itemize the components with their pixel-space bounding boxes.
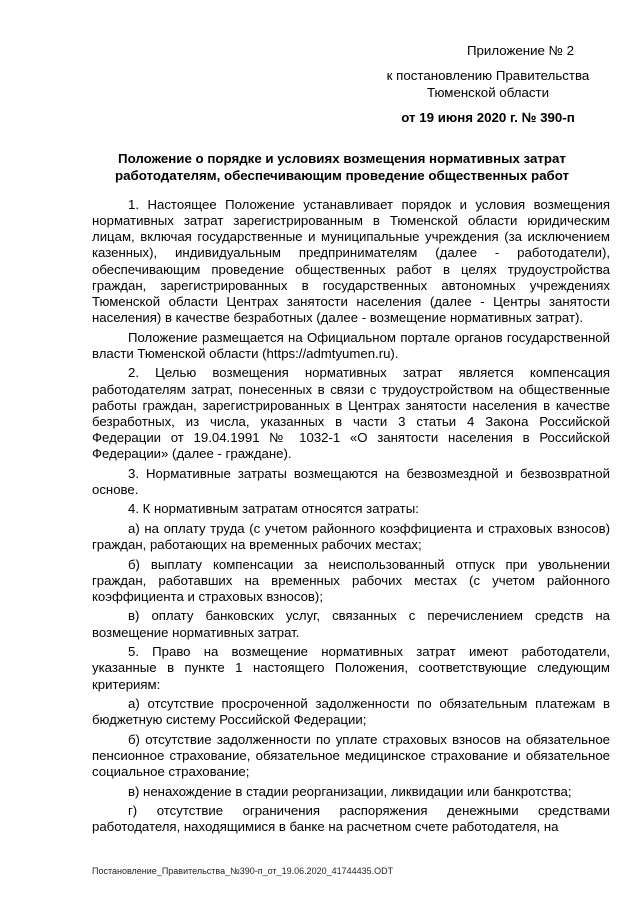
appendix-line-2: Тюменской области xyxy=(426,85,550,100)
paragraph-3: 3. Нормативные затраты возмещаются на безвозмездной и безвозвратной основе. xyxy=(92,465,610,497)
document-footer: Постановление_Правительства_№390-п_от_19.06.2020_41744435.ODT xyxy=(92,866,394,876)
paragraph-2: 2. Целью возмещения нормативных затрат является компенсация работодателям затрат, понесенных в связи с трудоустройством на общественные работы граждан, зарегистрированных в Центрах занятости населения в качестве безработных, из числа, указанных в части 3 статьи 4 Закона Российской Федерации от 19.04.1991 № 1032-1 «О занятости населения в Российской Федерации» (далее - граждане). xyxy=(92,365,610,462)
paragraph-4b: б) выплату компенсации за неиспользованный отпуск при увольнении граждан, работавших на временных рабочих местах (с учетом районного коэффициента и страховых взносов); xyxy=(92,556,610,604)
paragraph-5: 5. Право на возмещение нормативных затрат имеют работодатели, указанные в пункте 1 настоящего Положения, соответствующие следующим критериям: xyxy=(92,644,610,692)
paragraph-4: 4. К нормативным затратам относятся затраты: xyxy=(128,501,419,517)
document-title xyxy=(92,150,592,184)
paragraph-4a: а) на оплату труда (с учетом районного коэффициента и страховых взносов) граждан, работающих на временных рабочих местах; xyxy=(92,520,610,553)
title-line-1: Положение о порядке и условиях возмещения нормативных затрат xyxy=(118,151,566,166)
appendix-header xyxy=(368,42,608,126)
title-line-2: работодателям, обеспечивающим проведение общественных работ xyxy=(114,168,569,183)
paragraph-4c: в) оплату банковских услуг, связанных с перечислением средств на возмещение нормативных затрат. xyxy=(92,608,610,640)
paragraph-5b: б) отсутствие задолженности по уплате страховых взносов на обязательное пенсионное страхование, обязательное медицинское страхование и обязательное социальное страхование; xyxy=(92,731,610,780)
paragraph-5d: г) отсутствие ограничения распоряжения денежными средствами работодателя, находящимися в банке на расчетном счете работодателя, на xyxy=(92,803,610,835)
appendix-number: Приложение № 2 xyxy=(466,43,574,58)
paragraph-5c: в) ненахождение в стадии реорганизации, ликвидации или банкротства; xyxy=(128,783,572,799)
paragraph-5a: а) отсутствие просроченной задолженности по обязательным платежам в бюджетную систему Российской Федерации; xyxy=(92,696,610,728)
document-body xyxy=(92,197,610,839)
appendix-line-1: к постановлению Правительства xyxy=(386,68,590,83)
appendix-date: от 19 июня 2020 г. № 390-п xyxy=(401,110,575,125)
paragraph-portal: Положение размещается на Официальном портале органов государственной власти Тюменской области (https://admtyumen.ru). xyxy=(92,329,610,361)
paragraph-1: 1. Настоящее Положение устанавливает порядок и условия возмещения нормативных затрат зарегистрированным в Тюменской области юридическим лицам, включая государственные и муниципальные учреждения (за исключением казенных), индивидуальным предпринимателям (далее - работодатели), обеспечивающим проведение общественных работ в целях трудоустройства граждан, зарегистрированных в государственных автономных учреждениях Тюменской области Центрах занятости населения (далее - Центры занятости населения) в качестве безработных (далее - возмещение нормативных затрат). xyxy=(92,197,610,326)
